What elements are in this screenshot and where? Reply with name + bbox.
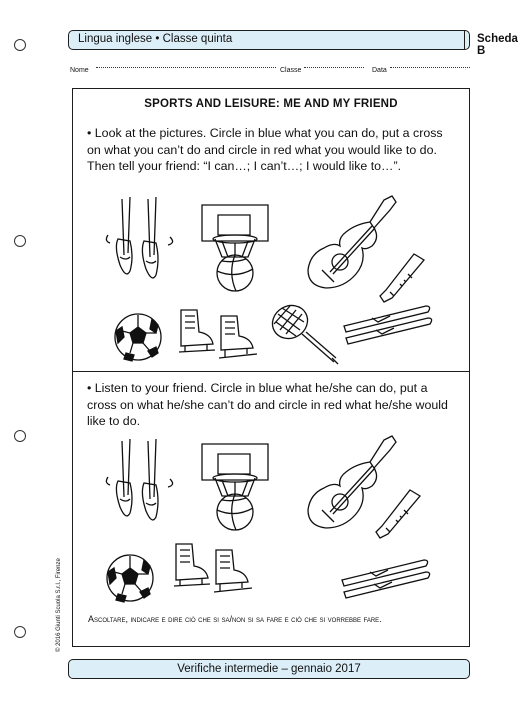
- class-label: Classe: [280, 67, 302, 74]
- instruction-2: • Listen to your friend. Circle in blue what he/she can do, put a cross on what he/she can’t do and circle in red what he/she would like to do.: [87, 381, 448, 428]
- tennis-racket-icon: [268, 302, 340, 367]
- recorder-picture[interactable]: [374, 488, 424, 543]
- footer-bar: [68, 659, 470, 679]
- skis-picture[interactable]: [340, 556, 432, 598]
- class-field[interactable]: [304, 67, 364, 68]
- copyright-text: © 2016 Giunti Scuola S.r.l., Firenze: [56, 558, 62, 652]
- binder-hole: [14, 626, 26, 638]
- basketball-hoop-picture[interactable]: [200, 442, 272, 532]
- skis-picture[interactable]: [342, 302, 434, 344]
- recorder-picture[interactable]: [378, 252, 428, 307]
- basketball-hoop-icon: [200, 203, 272, 293]
- footer-label: Verifiche intermedie – gennaio 2017: [177, 663, 361, 675]
- exercise-title: SPORTS AND LEISURE: ME AND MY FRIEND: [144, 98, 398, 110]
- football-picture[interactable]: [104, 552, 156, 604]
- skis-icon: [342, 302, 434, 344]
- date-label: Data: [372, 67, 387, 74]
- binder-hole: [14, 430, 26, 442]
- basketball-hoop-icon: [200, 442, 272, 532]
- ice-skates-picture[interactable]: [170, 540, 262, 602]
- ballet-shoes-picture[interactable]: [100, 195, 180, 285]
- football-icon: [112, 311, 164, 363]
- name-field[interactable]: [96, 67, 276, 68]
- ballet-shoes-picture[interactable]: [100, 437, 180, 527]
- tennis-racket-picture[interactable]: [268, 302, 340, 367]
- instruction-1: • Look at the pictures. Circle in blue what you can do, put a cross on what you can’t do and circle in red what you would like to do. Then tell your friend: “I can…; I can’t…; I would like to…”.: [87, 126, 443, 173]
- recorder-icon: [374, 488, 424, 543]
- subject-label: Lingua inglese • Classe quinta: [78, 33, 233, 45]
- skis-icon: [340, 556, 432, 598]
- name-label: Nome: [70, 67, 89, 74]
- ballet-shoes-icon: [100, 195, 180, 285]
- football-icon: [104, 552, 156, 604]
- student-info-row: [70, 67, 470, 79]
- sheet-label: Scheda B: [477, 33, 518, 57]
- teacher-note: Ascoltare, indicare e dire ciò che si sa/non si sa fare e ciò che si vorrebbe fare.: [88, 614, 382, 624]
- ice-skates-icon: [175, 306, 267, 368]
- basketball-hoop-picture[interactable]: [200, 203, 272, 293]
- binder-hole: [14, 39, 26, 51]
- header-bar: [68, 30, 518, 57]
- header-divider: [464, 31, 465, 49]
- football-picture[interactable]: [112, 311, 164, 363]
- ballet-shoes-icon: [100, 437, 180, 527]
- section-divider: [72, 371, 470, 372]
- recorder-icon: [378, 252, 428, 307]
- ice-skates-icon: [170, 540, 262, 602]
- binder-hole: [14, 235, 26, 247]
- date-field[interactable]: [390, 67, 470, 68]
- ice-skates-picture[interactable]: [175, 306, 267, 368]
